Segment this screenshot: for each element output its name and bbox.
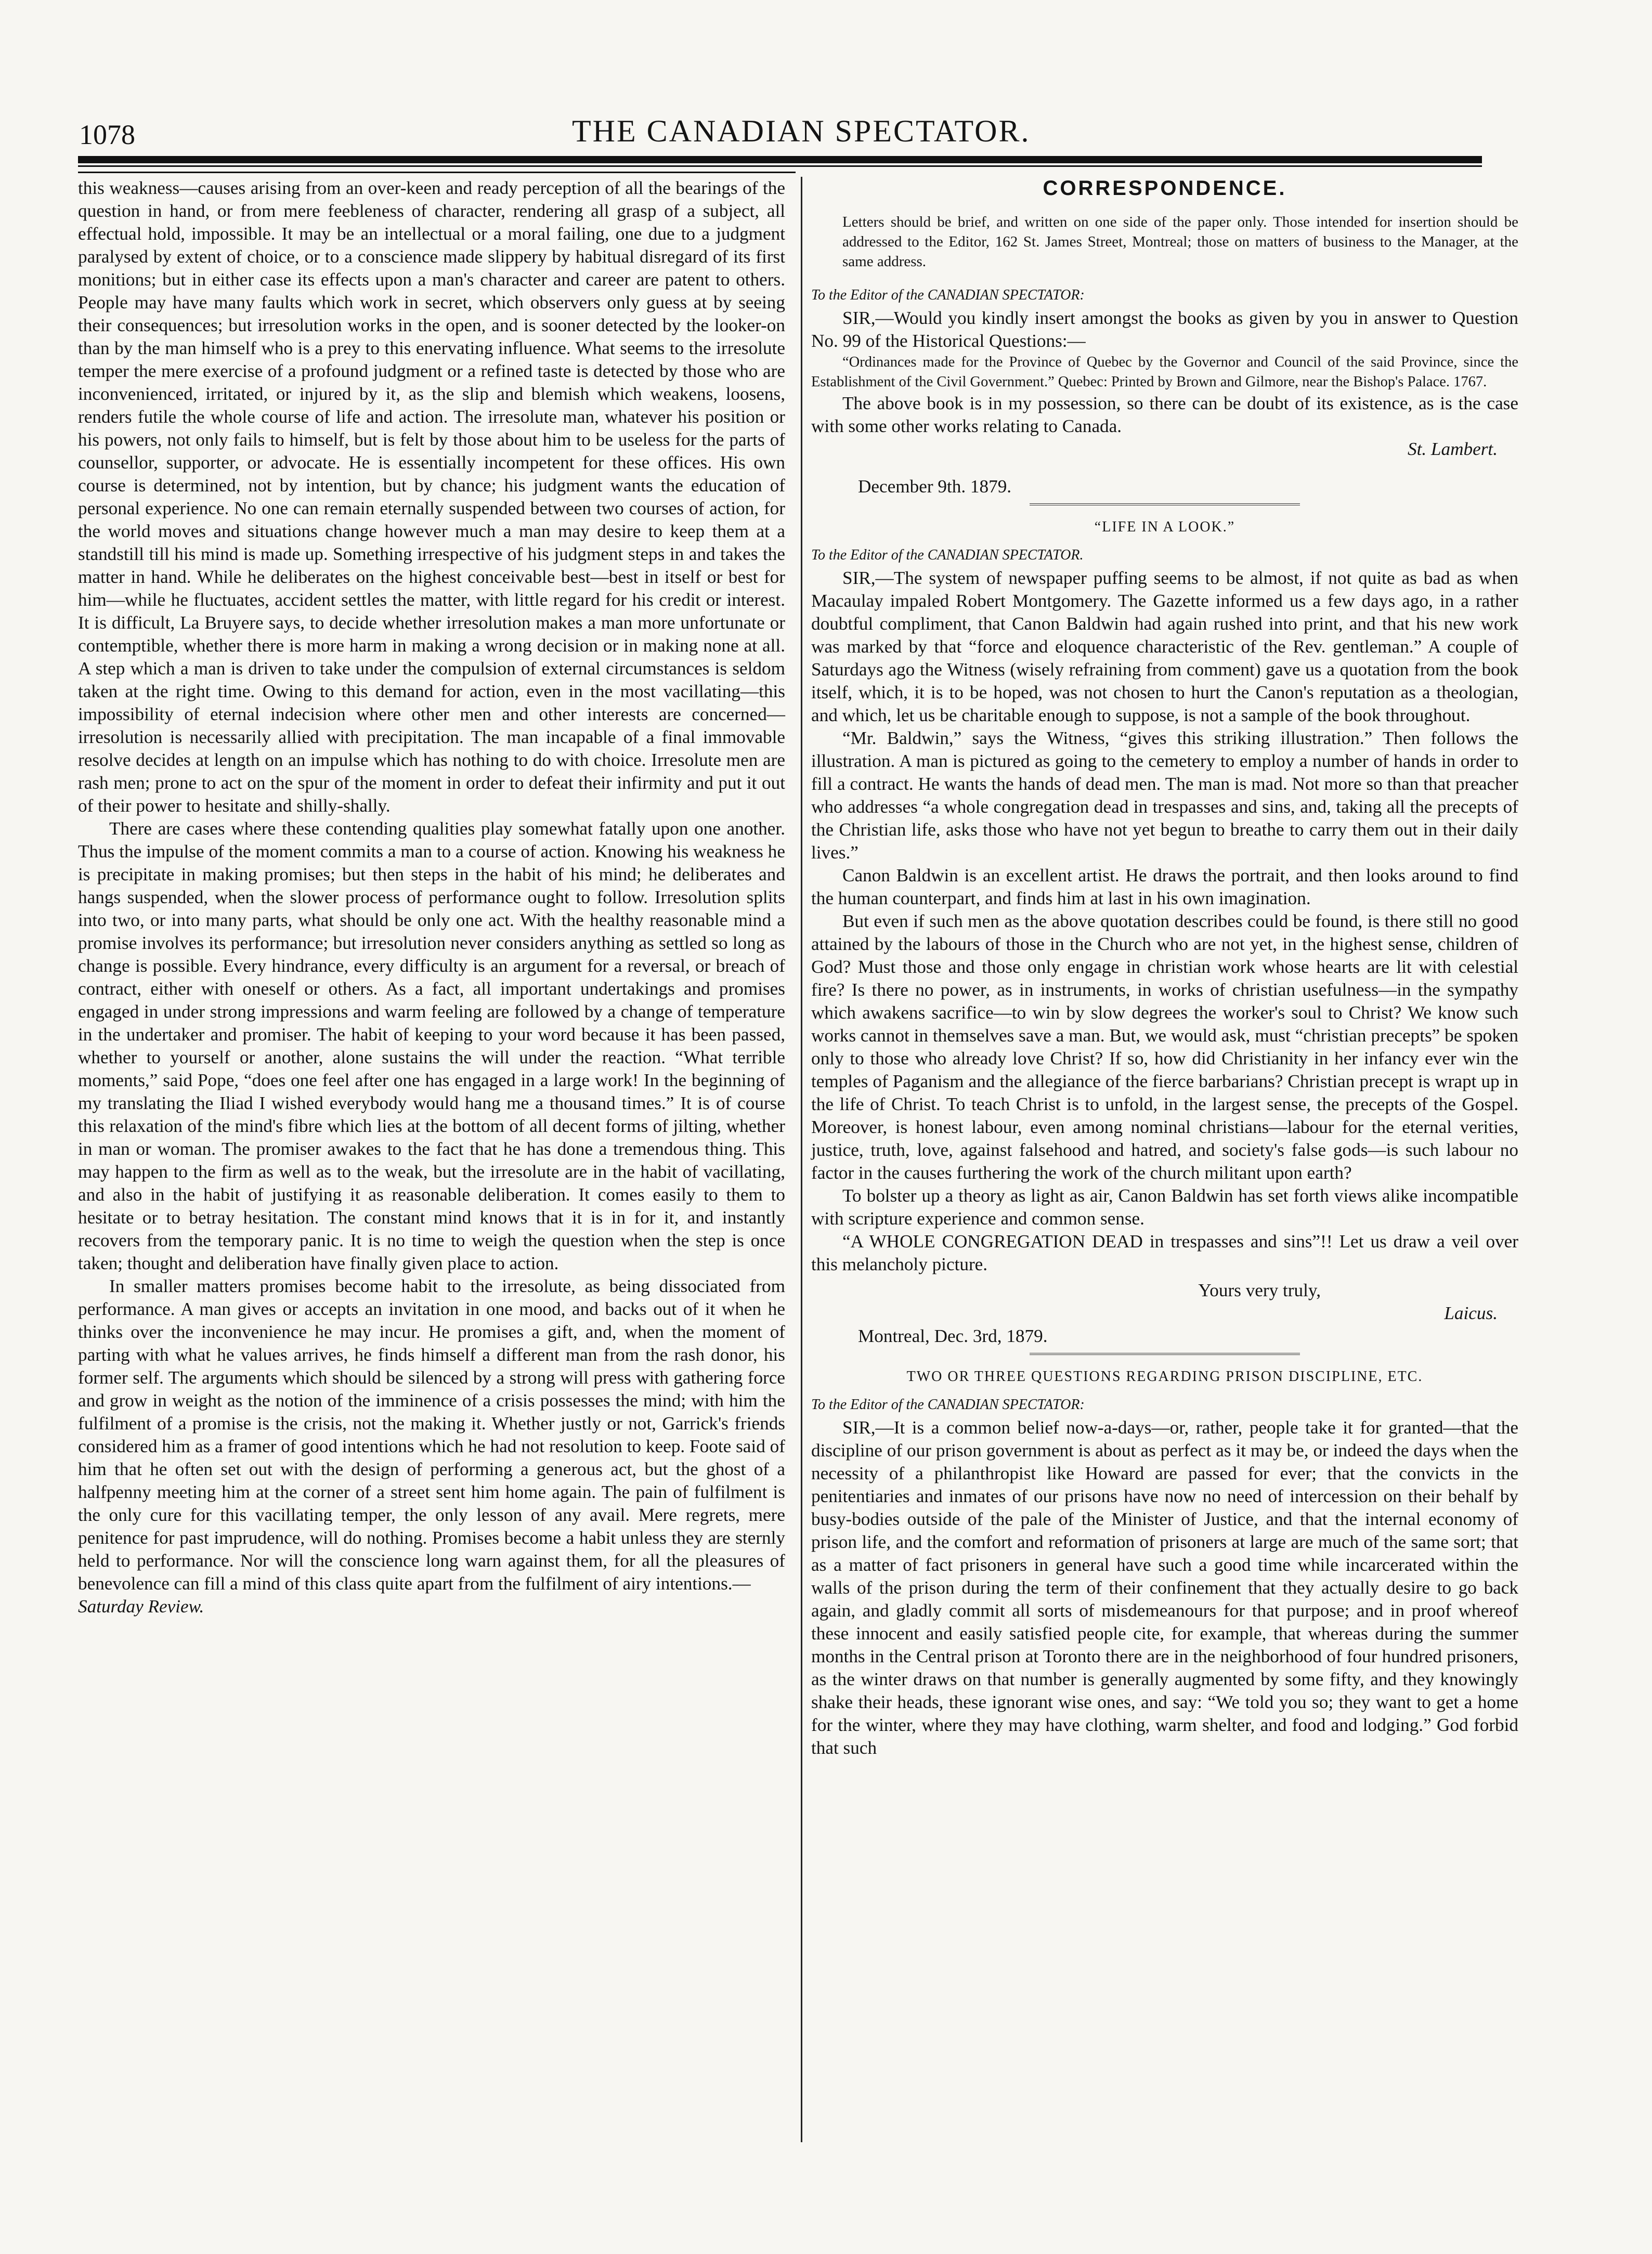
letter-addressee: To the Editor of the CANADIAN SPECTATOR: <box>811 287 1085 303</box>
letter-paragraph: Canon Baldwin is an excellent artist. He draws the portrait, and then looks around to find the human counterpart, and finds him at last in his own imagination. <box>811 865 1518 908</box>
left-column <box>78 177 785 1618</box>
letter-addressee: To the Editor of the CANADIAN SPECTATOR: <box>811 1397 1085 1413</box>
header-rule-left <box>78 172 796 173</box>
letter-body: SIR,—Would you kindly insert amongst the books as given by you in answer to Question No. 99 of the Historical Questions:— <box>811 308 1518 351</box>
page-number: 1078 <box>79 119 135 150</box>
section-divider <box>1030 503 1300 507</box>
letter-heading: “LIFE IN A LOOK.” <box>1094 519 1235 535</box>
header-rule-thick <box>78 156 1482 163</box>
letter-closing: Yours very truly, <box>1198 1280 1321 1300</box>
letter-addressee: To the Editor of the CANADIAN SPECTATOR. <box>811 547 1084 563</box>
header-rule-thin <box>78 165 1482 167</box>
letter-date: Montreal, Dec. 3rd, 1879. <box>858 1326 1048 1346</box>
section-heading: CORRESPONDENCE. <box>1043 177 1287 200</box>
masthead-title: THE CANADIAN SPECTATOR. <box>572 114 1031 148</box>
right-column <box>811 177 1518 1760</box>
letter-paragraph: “Mr. Baldwin,” says the Witness, “gives this striking illustration.” Then follows the illustration. A man is pictured as going to the cemetery to employ a number of hands in order to fill a contract. He wants the hands of dead men. The man is mad. Not more so than that preacher who addresses “a whole congregation dead in trespasses and sins, and, taking all the precepts of the Christian life, asks those who have not yet begun to breathe to carry them out in their daily lives.” <box>811 728 1518 863</box>
letter-paragraph: SIR,—The system of newspaper puffing seems to be almost, if not quite as bad as when Macaulay impaled Robert Montgomery. The Gazette informed us a few days ago, in a rather doubtful compliment, that Canon Baldwin had again rushed into print, and that his new work was marked by that “force and eloquence characteristic of the Rev. gentleman.” A couple of Saturdays ago the Witness (wisely refraining from comment) gave us a quotation from the book itself, which, it is to be hoped, was not chosen to hurt the Canon's reputation as a theologian, and which, let us be charitable enough to suppose, is not a sample of the book throughout. <box>811 568 1518 725</box>
letter-paragraph: But even if such men as the above quotation describes could be found, is there still no good attained by the labours of those in the Church who are not yet, in the highest sense, children of God? Must those and those only engage in christian work whose hearts are lit with celestial fire? Is there no power, as in instruments, in works of christian usefulness—in the sympathy which awakens sacrifice—to win by slow degrees the worker's soul to Christ? We know such works cannot in themselves save a man. But, we would ask, must “christian precepts” be spoken only to those who already love Christ? If so, how did Christianity in her infancy ever win the temples of Paganism and the allegiance of the fierce barbarians? Christian precept is wrapt up in the life of Christ. To teach Christ is to unfold, in the largest sense, the precepts of the Gospel. Moreover, is honest labour, even among nominal christians—labour for the eternal verities, justice, truth, love, against falsehood and hatred, and society's false gods—is such labour no factor in the causes furthering the work of the church militant upon earth? <box>811 911 1518 1183</box>
letter-quote: “Ordinances made for the Province of Quebec by the Governor and Council of the said Province, since the Establishment of the Civil Government.” Quebec: Printed by Brown and Gilmore, near the Bishop's Palace. 1767. <box>811 354 1518 390</box>
letter-body: The above book is in my possession, so there can be doubt of its existence, as is the case with some other works relating to Canada. <box>811 393 1518 436</box>
letter-paragraph: “A WHOLE CONGREGATION DEAD in trespasses and sins”!! Let us draw a veil over this melancholy picture. <box>811 1231 1518 1274</box>
letter-signature: St. Lambert. <box>1407 439 1498 459</box>
letter-signature: Laicus. <box>1444 1303 1498 1323</box>
article-paragraph: this weakness—causes arising from an over-keen and ready perception of all the bearings of the question in hand, or from mere feebleness of character, rendering all grasp of a subject, all effectual hold, impossible. It may be an intellectual or a moral failing, one due to a judgment paralysed by extent of choice, or to a conscience made slippery by habitual disregard of its first monitions; but in either case its effects upon a man's character and career are patent to others. People may have many faults which work in secret, which observers only guess at by seeing their consequences; but irresolution works in the open, and is sooner detected by the looker-on than by the man himself who is a prey to this enervating influence. What seems to the irresolute temper the mere exercise of a profound judgment or a refined taste is detected by those who are inconvenienced, irritated, or injured by it, as the slip and blemish which weakens, loosens, renders futile the whole course of life and action. The irresolute man, whatever his position or his powers, not only fails to himself, but is felt by those about him to be useless for the parts of counsellor, supporter, or advocate. He is essentially incompetent for these offices. His own course is determined, not by intention, but by chance; his judgment wants the education of personal experience. No one can remain eternally suspended between two courses of action, for the world moves and situations change however much a man may desire to keep them at a standstill till his mind is made up. Something irrespective of his judgment steps in and takes the matter in hand. While he deliberates on the highest conceivable best—best in itself or best for him—while he fluctuates, accident settles the matter, with little regard for his credit or interest. It is difficult, La Bruyere says, to decide whether irresolution makes a man more unfortunate or contemptible, whether there is more harm in making a wrong decision or in making none at all. A step which a man is driven to take under the compulsion of external circumstances is seldom taken at the right time. Owing to this demand for action, even in the most vacillating—this impossibility of eternal indecision where other men and other interests are concerned—irresolution is necessarily allied with precipitation. The man incapable of a final immovable resolve decides at length on an impulse which has nothing to do with choice. Irresolute men are rash men; prone to act on the spur of the moment in order to defeat their infirmity and put it out of their power to hesitate and shilly-shally. <box>78 178 785 816</box>
section-divider <box>1030 1353 1300 1357</box>
article-paragraph: There are cases where these contending qualities play somewhat fatally upon one another. Thus the impulse of the moment commits a man to a course of action. Knowing his weakness he is precipitate in making promises; but then steps in the habit of his mind; he deliberates and hangs suspended, when the slower process of performance ought to follow. Irresolution splits into two, or into many parts, what should be only one act. With the healthy reasonable mind a promise involves its performance; but irresolution never considers anything as settled so long as change is possible. Every hindrance, every difficulty is an argument for a reversal, or breach of contract, either with oneself or others. As a fact, all important undertakings and promises engaged in under strong impressions and warm feeling are followed by a change of temperature in the undertaker and promiser. The habit of keeping to your word because it has been passed, whether to yourself or another, alone sustains the will under the reaction. “What terrible moments,” said Pope, “does one feel after one has engaged in a large work! In the beginning of my translating the Iliad I wished everybody would hang me a thousand times.” It is of course this relaxation of the mind's fibre which lies at the bottom of all decent forms of jilting, whether in man or woman. The promiser awakes to the fact that he has done a tremendous thing. This may happen to the firm as well as to the weak, but the irresolute are in the habit of vacillating, and also in the habit of justifying it as reasonable deliberation. It comes easily to them to hesitate or to betray hesitation. The constant mind knows that it is in for it, and instantly recovers from the temporary panic. It is no time to weigh the question when the step is once taken; thought and deliberation have finally given place to action. <box>78 818 785 1273</box>
column-divider <box>801 177 802 2142</box>
letter-heading: TWO OR THREE QUESTIONS REGARDING PRISON DISCIPLINE, ETC. <box>906 1369 1423 1385</box>
letter-body: SIR,—It is a common belief now-a-days—or, rather, people take it for granted—that the discipline of our prison government is about as perfect as it may be, or indeed the days when the necessity of a philanthropist like Howard are passed for ever; that the convicts in the penitentiaries and inmates of our prisons have now no need of intercession on their behalf by busy-bodies outside of the pale of the Minister of Justice, and that the internal economy of prison life, and the comfort and reformation of prisoners at large are much of the same sort; that as a matter of fact prisoners in general have such a good time while incarcerated within the walls of the prison during the term of their confinement that they actually desire to go back again, and gladly commit all sorts of misdemeanours for that purpose; and in proof whereof these innocent and easily satisfied people cite, for example, that whereas during the summer months in the Central prison at Toronto there are in the neighborhood of four hundred prisoners, as the winter draws on that number is generally augmented by some fifty, and they knowingly shake their heads, these ignorant wise ones, and say: “We told you so; they want to get a home for the winter, where they may have clothing, warm shelter, and food and lodging.” God forbid that such <box>811 1417 1518 1758</box>
editorial-notice: Letters should be brief, and written on one side of the paper only. Those intended for insertion should be addressed to the Editor, 162 St. James Street, Montreal; those on matters of business to the Manager, at the same address. <box>842 214 1518 270</box>
article-paragraph: In smaller matters promises become habit to the irresolute, as being dissociated from performance. A man gives or accepts an invitation in one mood, and backs out of it when he thinks over the inconvenience he may incur. He promises a gift, and, when the moment of parting with what he values arrives, he finds himself a different man from the rash donor, his former self. The arguments which should be silenced by a strong will press with gathering force and grow in weight as the notion of the imminence of a crisis possesses the mind; with him the fulfilment of a promise is the crisis, not the making it. Whether justly or not, Garrick's friends considered him as a framer of good intentions which he had not resolution to keep. Foote said of him that he often set out with the design of performing a generous act, but the ghost of a halfpenny meeting him at the corner of a street sent him home again. The pain of fulfilment is the only cure for this vacillating temper, the only lesson of any avail. Mere regrets, mere penitence for past imprudence, will do nothing. Promises become a habit unless they are sternly held to performance. Nor will the conscience long warn against them, for all the pleasures of benevolence can fill a mind of this class quite apart from the fulfilment of airy intentions.— <box>78 1276 785 1594</box>
letter-date: December 9th. 1879. <box>858 476 1012 497</box>
letter-paragraph: To bolster up a theory as light as air, Canon Baldwin has set forth views alike incompatible with scripture experience and common sense. <box>811 1185 1518 1229</box>
article-source: Saturday Review. <box>78 1596 204 1617</box>
